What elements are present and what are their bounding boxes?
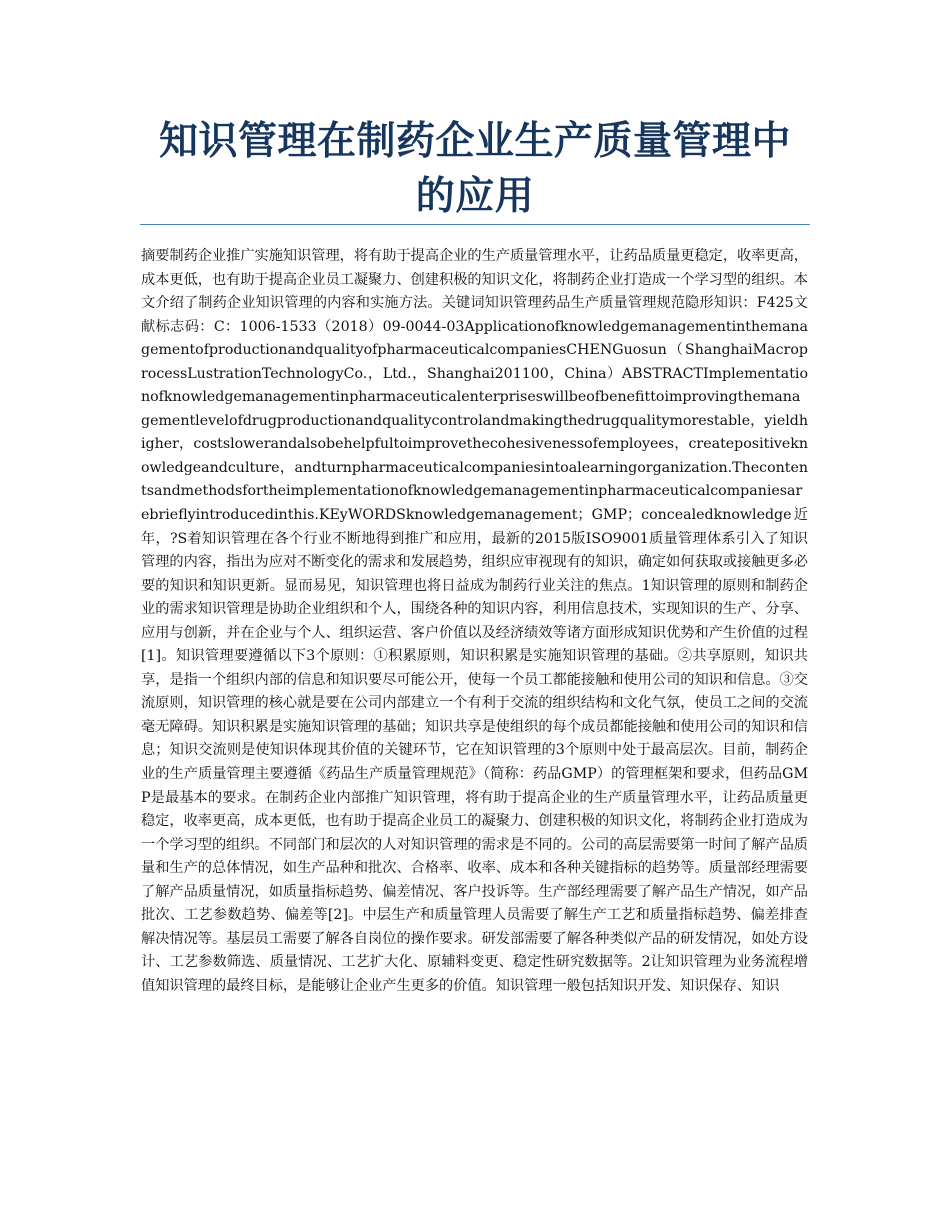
document-body: 摘要制药企业推广实施知识管理，将有助于提高企业的生产质量管理水平，让药品质量更稳定，收率更高，成本更低，也有助于提高企业员工凝聚力、创建积极的知识文化，将制药企业打造成一个学习型的组织。本文介绍了制药企业知识管理的内容和实施方法。关键词知识管理药品生产质量管理规范隐形知识：F425文献标志码：C：1006-1533（2018）09-0044-03ApplicationofknowledgemanagementinthemanagementofproductionandqualityofpharmaceuticalcompaniesCHENGuosun（ShanghaiMacroprocessLustrationTechnologyCo.，Ltd.，Shanghai201100，China）ABSTRACTImplementationofknowledgemanagementinpharmaceuticalenterpriseswillbeofbenefittoimprovingthemanagementlevelofdrugproductionandqualitycontrolandmakingthedrugqualitymorestable，yieldhigher，costslowerandalsobehelpfultoimprovethecohesivenessofemployees，createpositiveknowledgeandculture，andturnpharmaceuticalcompaniesintoalearningorganization.Thecontentsandmethodsfortheimplementationofknowledgemanagementinpharmaceuticalcompaniesarebrieflyintroducedinthis.KEyWORDSknowledgemanagement；GMP；concealedknowledge近年，?S着知识管理在各个行业不断地得到推广和应用，最新的2015版ISO9001质量管理体系引入了知识管理的内容，指出为应对不断变化的需求和发展趋势，组织应审视现有的知识，确定如何获取或接触更多必要的知识和知识更新。显而易见，知识管理也将日益成为制药行业关注的焦点。1知识管理的原则和制药企业的需求知识管理是协助企业组织和个人，围绕各种的知识内容，利用信息技术，实现知识的生产、分享、应用与创新，并在企业与个人、组织运营、客户价值以及经济绩效等诸方面形成知识优势和产生价值的过程[1]。知识管理要遵循以下3个原则：①积累原则，知识积累是实施知识管理的基础。②共享原则，知识共享，是指一个组织内部的信息和知识要尽可能公开，使每一个员工都能接触和使用公司的知识和信息。③交流原则，知识管理的核心就是要在公司内部建立一个有利于交流的组织结构和文化气氛，使员工之间的交流毫无障碍。知识积累是实施知识管理的基础；知识共享是使组织的每个成员都能接触和使用公司的知识和信息；知识交流则是使知识体现其价值的关键环节，它在知识管理的3个原则中处于最高层次。目前，制药企业的生产质量管理主要遵循《药品生产质量管理规范》（简称：药品GMP）的管理框架和要求，但药品GMP是最基本的要求。在制药企业内部推广知识管理，将有助于提高企业的生产质量管理水平，让药品质量更稳定，收率更高，成本更低，也有助于提高企业员工的凝聚力、创建积极的知识文化，将制药企业打造成为一个学习型的组织。不同部门和层次的人对知识管理的需求是不同的。公司的高层需要第一时间了解产品质量和生产的总体情况，如生产品种和批次、合格率、收率、成本和各种关键指标的趋势等。质量部经理需要了解产品质量情况，如质量指标趋势、偏差情况、客户投诉等。生产部经理需要了解产品生产情况，如产品批次、工艺参数趋势、偏差等[2]。中层生产和质量管理人员需要了解生产工艺和质量指标趋势、偏差排查解决情况等。基层员工需要了解各自岗位的操作要求。研发部需要了解各种类似产品的研发情况，如处方设计、工艺参数筛选、质量情况、工艺扩大化、原辅料变更、稳定性研究数据等。2让知识管理为业务流程增值知识管理的最终目标，是能够让企业产生更多的价值。知识管理一般包括知识开发、知识保存、知识	[141, 248, 808, 994]
document-title: 知识管理在制药企业生产质量管理中的应用	[158, 119, 791, 219]
title-divider	[140, 224, 810, 225]
